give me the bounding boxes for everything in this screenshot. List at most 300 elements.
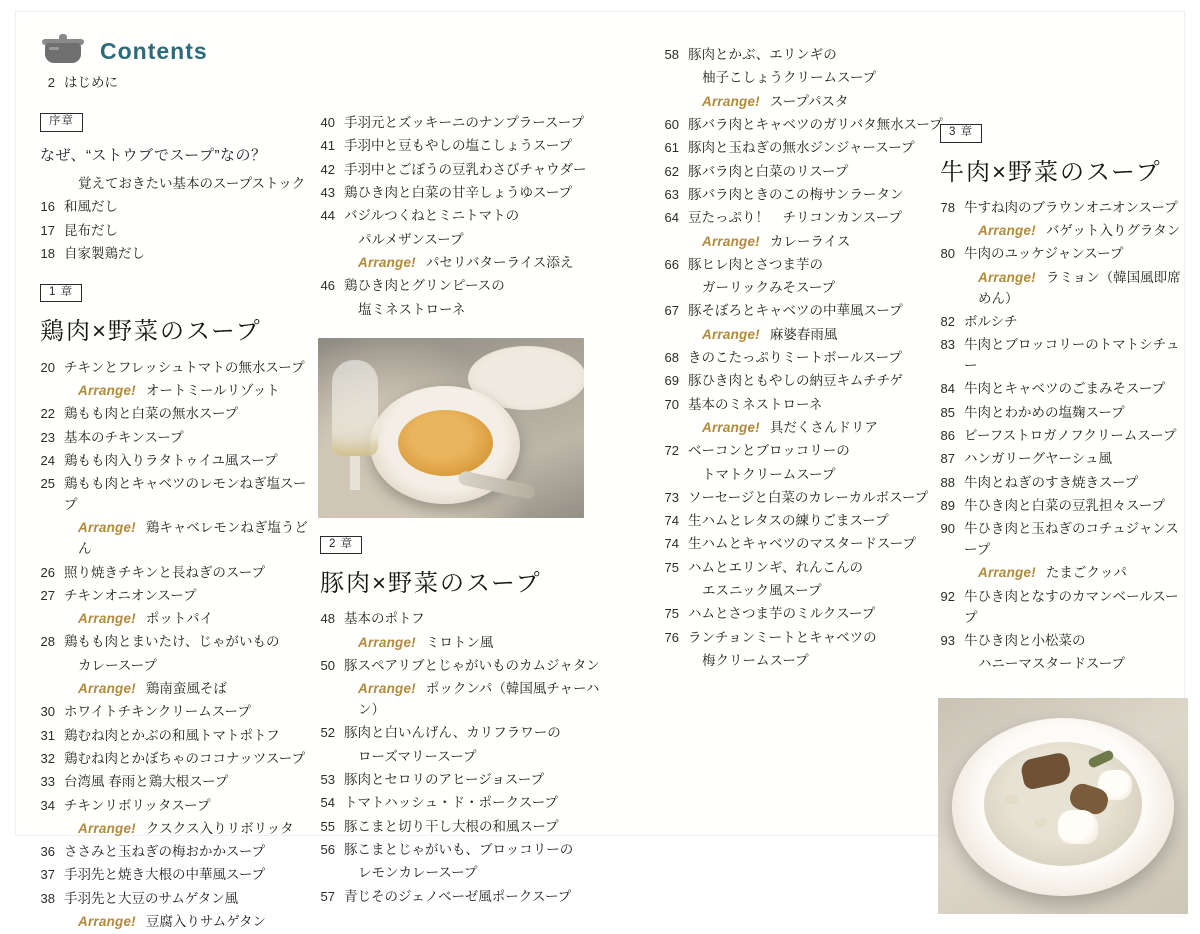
arrange-label: Arrange! bbox=[78, 611, 136, 627]
toc-arrange-entry[interactable] bbox=[662, 417, 952, 440]
entry-title: 豚そぼろとキャベツの中華風スープ bbox=[688, 303, 903, 319]
entry-title: 鶏むね肉とかぼちゃのココナッツスープ bbox=[64, 750, 306, 766]
toc-entry[interactable] bbox=[38, 561, 318, 584]
entry-title: 豚バラ肉と白菜のリスープ bbox=[688, 163, 849, 179]
toc-entry[interactable] bbox=[662, 487, 952, 510]
toc-entry[interactable] bbox=[662, 114, 952, 137]
page-number: 60 bbox=[664, 117, 679, 133]
entry-title: 手羽先と大豆のサムゲタン風 bbox=[64, 890, 239, 906]
toc-entry[interactable] bbox=[662, 160, 952, 183]
entry-title: オートミールリゾット bbox=[145, 382, 280, 398]
entry-title: 牛肉のユッケジャンスープ bbox=[964, 246, 1124, 262]
entry-title: 牛ひき肉と玉ねぎのコチュジャンスープ bbox=[964, 521, 1179, 558]
page-number: 40 bbox=[320, 115, 335, 131]
entry-title: ハンガリーグヤーシュ風 bbox=[964, 451, 1112, 467]
entry-title: きのこたっぷりミートボールスープ bbox=[688, 350, 902, 366]
page-number: 57 bbox=[320, 888, 335, 904]
toc-entry[interactable] bbox=[318, 135, 608, 158]
page-number: 64 bbox=[664, 210, 679, 226]
entry-title: 梅クリームスープ bbox=[702, 652, 809, 668]
toc-entry[interactable] bbox=[662, 510, 952, 533]
page-number: 80 bbox=[940, 246, 955, 262]
chapter-3-label bbox=[940, 122, 1188, 143]
page-number: 87 bbox=[940, 451, 955, 467]
page-number: 23 bbox=[40, 429, 55, 445]
entry-title: 鶏むね肉とかぶの和風トマトポトフ bbox=[64, 727, 280, 743]
prologue-note: なぜ、“ストウブでスープ”なの？ bbox=[40, 146, 267, 164]
entry-title: 照り焼きチキンと長ねぎのスープ bbox=[64, 564, 266, 580]
toc-arrange-entry[interactable] bbox=[318, 252, 608, 275]
entry-title: ハムとエリンギ、れんこんの bbox=[688, 559, 863, 575]
page-number: 92 bbox=[940, 588, 955, 604]
page-number: 93 bbox=[940, 632, 955, 648]
entry-title: トマトハッシュ・ド・ポークスープ bbox=[344, 795, 558, 811]
entry-title: ガーリックみそスープ bbox=[702, 280, 836, 296]
page-number bbox=[38, 912, 64, 933]
arrange-label: Arrange! bbox=[978, 222, 1036, 238]
page-number: 66 bbox=[664, 256, 679, 272]
toc-entry[interactable] bbox=[318, 792, 608, 815]
toc-entry[interactable] bbox=[38, 864, 318, 887]
toc-entry-continuation bbox=[938, 653, 1188, 676]
page-number: 52 bbox=[320, 725, 335, 741]
entry-title: 鶏ひき肉とグリンピースの bbox=[344, 278, 505, 294]
entry-title: ポックンパ（韓国風チャーハン） bbox=[358, 681, 600, 718]
toc-entry[interactable] bbox=[318, 159, 608, 182]
toc-entry[interactable] bbox=[662, 300, 952, 323]
toc-entry[interactable] bbox=[662, 44, 952, 67]
page-number: 82 bbox=[940, 313, 955, 329]
page-number: 89 bbox=[940, 497, 955, 513]
toc-entry[interactable] bbox=[38, 841, 318, 864]
soup-photo-1 bbox=[318, 338, 584, 518]
page-number bbox=[318, 633, 344, 654]
entry-title: ミロトン風 bbox=[425, 634, 494, 650]
chapter-1-label bbox=[40, 282, 318, 303]
page-number bbox=[938, 268, 964, 310]
page-number: 26 bbox=[40, 564, 55, 580]
page-title: Contents bbox=[100, 37, 208, 64]
chapter-badge: 序章 bbox=[40, 113, 83, 132]
entry-title: ハムとさつま芋のミルクスープ bbox=[688, 606, 876, 622]
entry-title: 具だくさんドリア bbox=[769, 419, 878, 435]
toc-entry-continuation bbox=[662, 67, 952, 90]
entry-title: 牛ひき肉と白菜の豆乳担々スープ bbox=[964, 497, 1166, 513]
columns-container bbox=[30, 20, 1181, 930]
toc-entry[interactable] bbox=[38, 72, 318, 95]
toc-entry[interactable] bbox=[38, 426, 318, 449]
entry-title: ローズマリースープ bbox=[358, 748, 477, 764]
toc-entry-continuation bbox=[662, 650, 952, 673]
entry-title: 牛すね肉のブラウンオニオンスープ bbox=[964, 199, 1178, 215]
entry-title: トマトクリームスープ bbox=[702, 466, 836, 482]
page-number: 43 bbox=[320, 185, 335, 201]
toc-entry[interactable] bbox=[38, 585, 318, 608]
page-number: 50 bbox=[320, 657, 335, 673]
page-number: 90 bbox=[940, 521, 955, 537]
page-number: 75 bbox=[664, 559, 679, 575]
entry-title: 鶏もも肉入りラタトゥイユ風スープ bbox=[64, 452, 278, 468]
entry-title: 牛肉とわかめの塩麹スープ bbox=[964, 404, 1125, 420]
page-number: 36 bbox=[40, 844, 55, 860]
page-number: 69 bbox=[664, 373, 679, 389]
toc-entry[interactable] bbox=[38, 173, 318, 196]
toc-entry-continuation bbox=[318, 228, 608, 251]
chapter-2-title: 豚肉×野菜のスープ bbox=[320, 570, 542, 598]
arrange-label: Arrange! bbox=[78, 681, 136, 697]
column-2 bbox=[318, 20, 608, 909]
page-number: 84 bbox=[940, 381, 955, 397]
entry-title: ランチョンミートとキャベツの bbox=[688, 629, 877, 645]
entry-title: 豚肉とセロリのアヒージョスープ bbox=[344, 772, 545, 788]
page-number: 85 bbox=[940, 404, 955, 420]
page-number: 46 bbox=[320, 278, 335, 294]
toc-entry[interactable] bbox=[662, 533, 952, 556]
entry-title: 豚肉と白いんげん、カリフラワーの bbox=[344, 725, 561, 741]
toc-arrange-entry[interactable] bbox=[38, 678, 318, 701]
entry-title: ハニーマスタードスープ bbox=[978, 656, 1126, 672]
page-number: 38 bbox=[40, 890, 55, 906]
toc-arrange-entry[interactable] bbox=[662, 324, 952, 347]
page-number bbox=[38, 518, 64, 560]
entry-title: ボルシチ bbox=[964, 313, 1018, 329]
entry-title: ソーセージと白菜のカレーカルボスープ bbox=[688, 489, 929, 505]
entry-title: チキンリボリッタスープ bbox=[64, 797, 211, 813]
entry-title: 台湾風 春雨と鶏大根スープ bbox=[64, 774, 229, 790]
entry-title: クスクス入りリボリッタ bbox=[145, 820, 294, 836]
entry-title: バゲット入りグラタン bbox=[1045, 222, 1181, 238]
page-number: 16 bbox=[40, 199, 55, 215]
toc-entry[interactable] bbox=[38, 356, 318, 379]
entry-title: 鶏もも肉とキャベツのレモンねぎ塩スープ bbox=[64, 476, 307, 513]
toc-entry-continuation bbox=[318, 746, 608, 769]
page-number: 68 bbox=[664, 350, 679, 366]
entry-title: 覚えておきたい基本のスープストック bbox=[78, 175, 306, 191]
entry-title: ビーフストロガノフクリームスープ bbox=[964, 427, 1177, 443]
page-number bbox=[318, 679, 344, 721]
entry-title: パルメザンスープ bbox=[358, 231, 464, 247]
page-number: 74 bbox=[664, 513, 679, 529]
page-number: 73 bbox=[664, 489, 679, 505]
toc-entry[interactable] bbox=[662, 347, 952, 370]
toc-entry[interactable] bbox=[38, 701, 318, 724]
entry-title: ポットパイ bbox=[145, 611, 214, 627]
toc-entry[interactable] bbox=[938, 585, 1188, 629]
entry-title: カレースープ bbox=[78, 657, 157, 673]
toc-entry[interactable] bbox=[938, 518, 1188, 562]
entry-title: 豚スペアリブとじゃがいものカムジャタン bbox=[344, 657, 600, 673]
toc-entry[interactable] bbox=[938, 630, 1188, 653]
toc-entry[interactable] bbox=[662, 440, 952, 463]
page-number: 61 bbox=[664, 140, 679, 156]
entry-title: 豚ひき肉ともやしの納豆キムチチゲ bbox=[688, 373, 904, 389]
entry-title: 豚こまと切り干し大根の和風スープ bbox=[344, 818, 559, 834]
page-number: 55 bbox=[320, 818, 335, 834]
toc-entry[interactable] bbox=[318, 608, 608, 631]
contents-page bbox=[16, 12, 1184, 930]
toc-entry[interactable] bbox=[938, 401, 1188, 424]
chapter-badge: 1 章 bbox=[40, 284, 82, 303]
toc-entry[interactable] bbox=[38, 473, 318, 517]
arrange-label: Arrange! bbox=[358, 681, 416, 697]
toc-entry[interactable] bbox=[318, 205, 608, 228]
page-number: 34 bbox=[40, 797, 55, 813]
page-number bbox=[938, 563, 964, 584]
page-number: 58 bbox=[664, 47, 679, 63]
page-number bbox=[662, 418, 688, 439]
entry-title: 青じそのジェノベーゼ風ポークスープ bbox=[344, 888, 572, 904]
entry-title: 豚こまとじゃがいも、ブロッコリーの bbox=[344, 841, 574, 857]
entry-title: 豚バラ肉とキャベツのガリバタ無水スープ bbox=[688, 117, 943, 133]
entry-title: チキンとフレッシュトマトの無水スープ bbox=[64, 359, 305, 375]
toc-entry-continuation bbox=[662, 277, 952, 300]
toc-entry[interactable] bbox=[38, 888, 318, 911]
entry-title: 手羽中とごぼうの豆乳わさびチャウダー bbox=[344, 161, 587, 177]
toc-arrange-entry[interactable] bbox=[38, 517, 318, 561]
toc-entry-continuation bbox=[318, 298, 608, 321]
arrange-label: Arrange! bbox=[358, 634, 416, 650]
toc-arrange-entry[interactable] bbox=[318, 678, 608, 722]
page-number: 74 bbox=[664, 536, 679, 552]
entry-title: 豚肉と玉ねぎの無水ジンジャースープ bbox=[688, 140, 915, 156]
page-number bbox=[938, 221, 964, 242]
page-number: 67 bbox=[664, 303, 679, 319]
entry-title: パセリバターライス添え bbox=[425, 254, 574, 270]
toc-entry[interactable] bbox=[318, 839, 608, 862]
entry-title: 鶏南蛮風そば bbox=[145, 681, 227, 697]
toc-entry[interactable] bbox=[938, 471, 1188, 494]
page-number: 70 bbox=[664, 396, 679, 412]
entry-title: 鶏もも肉と白菜の無水スープ bbox=[64, 406, 239, 422]
toc-arrange-entry[interactable] bbox=[38, 608, 318, 631]
entry-title: 牛肉とキャベツのごまみそスープ bbox=[964, 381, 1166, 397]
toc-arrange-entry[interactable] bbox=[662, 230, 952, 253]
pot-icon bbox=[40, 34, 86, 68]
page-number: 42 bbox=[320, 161, 335, 177]
toc-entry-continuation bbox=[38, 655, 318, 678]
toc-entry[interactable] bbox=[38, 403, 318, 426]
toc-entry[interactable] bbox=[318, 275, 608, 298]
toc-entry[interactable] bbox=[662, 393, 952, 416]
toc-entry[interactable] bbox=[38, 794, 318, 817]
entry-title: 豚肉とかぶ、エリンギの bbox=[688, 47, 837, 63]
entry-title: チキンオニオンスープ bbox=[64, 587, 197, 603]
page-number bbox=[318, 253, 344, 274]
soup-photo-2 bbox=[938, 698, 1188, 914]
toc-entry[interactable] bbox=[938, 448, 1188, 471]
entry-title: 豚ヒレ肉とさつま芋の bbox=[688, 256, 823, 272]
entry-title: 牛ひき肉となすのカマンベールスープ bbox=[964, 588, 1179, 625]
toc-entry-continuation bbox=[662, 580, 952, 603]
page-number: 20 bbox=[40, 359, 55, 375]
toc-entry[interactable] bbox=[38, 724, 318, 747]
toc-arrange-entry[interactable] bbox=[938, 562, 1188, 585]
toc-entry[interactable] bbox=[938, 425, 1188, 448]
toc-entry[interactable] bbox=[662, 603, 952, 626]
arrange-label: Arrange! bbox=[78, 520, 136, 536]
toc-entry[interactable] bbox=[38, 631, 318, 654]
page-number: 33 bbox=[40, 774, 55, 790]
toc-entry[interactable] bbox=[938, 495, 1188, 518]
toc-entry[interactable] bbox=[938, 378, 1188, 401]
arrange-label: Arrange! bbox=[702, 419, 760, 435]
contents-header bbox=[40, 34, 318, 68]
toc-arrange-entry[interactable] bbox=[38, 818, 318, 841]
entry-title: ラミョン（韓国風即席めん） bbox=[978, 269, 1181, 306]
arrange-label: Arrange! bbox=[978, 565, 1036, 581]
entry-title: 豆腐入りサムゲタン bbox=[145, 914, 267, 930]
toc-entry[interactable] bbox=[662, 370, 952, 393]
chapter-2-label bbox=[320, 534, 608, 555]
toc-entry[interactable] bbox=[38, 748, 318, 771]
chapter-badge: 3 章 bbox=[940, 124, 982, 143]
entry-title: ベーコンとブロッコリーの bbox=[688, 443, 850, 459]
arrange-label: Arrange! bbox=[702, 233, 760, 249]
toc-arrange-entry[interactable] bbox=[38, 380, 318, 403]
toc-entry[interactable] bbox=[938, 197, 1188, 220]
toc-entry[interactable] bbox=[938, 334, 1188, 378]
page-number bbox=[662, 92, 688, 113]
arrange-label: Arrange! bbox=[702, 326, 760, 342]
toc-entry[interactable] bbox=[662, 137, 952, 160]
toc-entry[interactable] bbox=[318, 182, 608, 205]
page-number: 41 bbox=[320, 138, 335, 154]
page-number: 17 bbox=[40, 222, 55, 238]
entry-title: 自家製鶏だし bbox=[64, 245, 145, 261]
page-number bbox=[38, 381, 64, 402]
entry-title: 和風だし bbox=[64, 199, 118, 215]
entry-title: 手羽先と焼き大根の中華風スープ bbox=[64, 867, 266, 883]
entry-title: スープパスタ bbox=[769, 93, 849, 109]
toc-entry[interactable] bbox=[662, 254, 952, 277]
toc-entry[interactable] bbox=[318, 885, 608, 908]
page-number: 44 bbox=[320, 208, 335, 224]
entry-title: 牛肉とブロッコリーのトマトシチュー bbox=[964, 337, 1180, 374]
page-number: 54 bbox=[320, 795, 335, 811]
entry-title: 麻婆春雨風 bbox=[769, 326, 838, 342]
entry-title: バジルつくねとミニトマトの bbox=[344, 208, 520, 224]
toc-arrange-entry[interactable] bbox=[662, 91, 952, 114]
toc-arrange-entry[interactable] bbox=[938, 266, 1188, 310]
page-number: 18 bbox=[40, 245, 55, 261]
toc-entry[interactable] bbox=[318, 815, 608, 838]
entry-title: 昆布だし bbox=[64, 222, 118, 238]
arrange-label: Arrange! bbox=[358, 254, 416, 270]
entry-title: 基本のポトフ bbox=[344, 611, 425, 627]
toc-entry[interactable] bbox=[662, 207, 952, 230]
page-number: 78 bbox=[940, 199, 955, 215]
chapter-1-title: 鶏肉×野菜のスープ bbox=[40, 318, 262, 346]
page-number: 63 bbox=[664, 186, 679, 202]
entry-title: たまごクッパ bbox=[1045, 565, 1127, 581]
page-number: 48 bbox=[320, 611, 335, 627]
column-3 bbox=[662, 20, 952, 673]
page-number: 28 bbox=[40, 634, 55, 650]
chapter-3-title: 牛肉×野菜のスープ bbox=[940, 158, 1162, 186]
page-number: 24 bbox=[40, 452, 55, 468]
toc-entry[interactable] bbox=[938, 311, 1188, 334]
toc-entry[interactable] bbox=[38, 243, 318, 266]
toc-entry[interactable] bbox=[318, 112, 608, 135]
toc-arrange-entry[interactable] bbox=[38, 911, 318, 934]
toc-entry[interactable] bbox=[318, 722, 608, 745]
toc-entry-continuation bbox=[318, 862, 608, 885]
entry-title: 柚子こしょうクリームスープ bbox=[702, 70, 877, 86]
page-number bbox=[38, 609, 64, 630]
arrange-label: Arrange! bbox=[78, 914, 136, 930]
entry-title: カレーライス bbox=[769, 233, 851, 249]
toc-entry[interactable] bbox=[662, 557, 952, 580]
page-number: 72 bbox=[664, 443, 679, 459]
entry-title: 牛ひき肉と小松菜の bbox=[964, 632, 1086, 648]
page-number: 86 bbox=[940, 427, 955, 443]
arrange-label: Arrange! bbox=[78, 820, 136, 836]
entry-title: 手羽元とズッキーニのナンプラースープ bbox=[344, 115, 585, 131]
toc-entry[interactable] bbox=[38, 450, 318, 473]
chapter-prologue-label bbox=[40, 111, 318, 132]
entry-title: 鶏ひき肉と白菜の甘辛しょうゆスープ bbox=[344, 185, 573, 201]
toc-entry[interactable] bbox=[38, 219, 318, 242]
toc-entry[interactable] bbox=[38, 196, 318, 219]
page-number: 22 bbox=[40, 406, 55, 422]
entry-title: 基本のミネストローネ bbox=[688, 396, 823, 412]
entry-title: レモンカレースープ bbox=[358, 865, 478, 881]
entry-title: 鶏もも肉とまいたけ、じゃがいもの bbox=[64, 634, 280, 650]
entry-title: 生ハムとキャベツのマスタードスープ bbox=[688, 536, 917, 552]
toc-entry-continuation bbox=[662, 463, 952, 486]
toc-entry[interactable] bbox=[318, 655, 608, 678]
entry-title: エスニック風スープ bbox=[702, 583, 822, 599]
page-number: 37 bbox=[40, 867, 55, 883]
page-number: 30 bbox=[40, 704, 55, 720]
page-number: 25 bbox=[40, 476, 55, 492]
toc-entry[interactable] bbox=[662, 184, 952, 207]
entry-title: 牛肉とねぎのすき焼きスープ bbox=[964, 474, 1139, 490]
page-number: 83 bbox=[940, 337, 955, 353]
entry-title: 塩ミネストローネ bbox=[358, 301, 466, 317]
entry-title: 鶏キャベレモンねぎ塩うどん bbox=[78, 520, 308, 557]
chapter-badge: 2 章 bbox=[320, 536, 362, 555]
page-number: 32 bbox=[40, 750, 55, 766]
entry-title: 手羽中と豆もやしの塩こしょうスープ bbox=[344, 138, 573, 154]
entry-title: 豚バラ肉ときのこの梅サンラータン bbox=[688, 186, 904, 202]
page-number: 27 bbox=[40, 587, 55, 603]
toc-entry[interactable] bbox=[938, 243, 1188, 266]
toc-entry[interactable] bbox=[318, 769, 608, 792]
page-number: 75 bbox=[664, 606, 679, 622]
entry-title: 基本のチキンスープ bbox=[64, 429, 184, 445]
page-number bbox=[38, 679, 64, 700]
toc-arrange-entry[interactable] bbox=[318, 631, 608, 654]
page-number: 62 bbox=[664, 163, 679, 179]
toc-entry[interactable] bbox=[662, 626, 952, 649]
page-number bbox=[662, 325, 688, 346]
entry-title: はじめに bbox=[64, 75, 118, 91]
page-number: 56 bbox=[320, 841, 335, 857]
toc-arrange-entry[interactable] bbox=[938, 220, 1188, 243]
entry-title: 生ハムとレタスの練りごまスープ bbox=[688, 513, 889, 529]
page-number bbox=[38, 174, 64, 195]
entry-title: ホワイトチキンクリームスープ bbox=[64, 704, 251, 720]
arrange-label: Arrange! bbox=[978, 269, 1036, 285]
page-number bbox=[662, 232, 688, 253]
page-number bbox=[38, 819, 64, 840]
entry-title: 豆たっぷり！ チリコンカンスープ bbox=[688, 210, 902, 226]
arrange-label: Arrange! bbox=[702, 93, 760, 109]
toc-entry[interactable] bbox=[38, 771, 318, 794]
column-1 bbox=[38, 20, 318, 934]
page-number: 88 bbox=[940, 474, 955, 490]
